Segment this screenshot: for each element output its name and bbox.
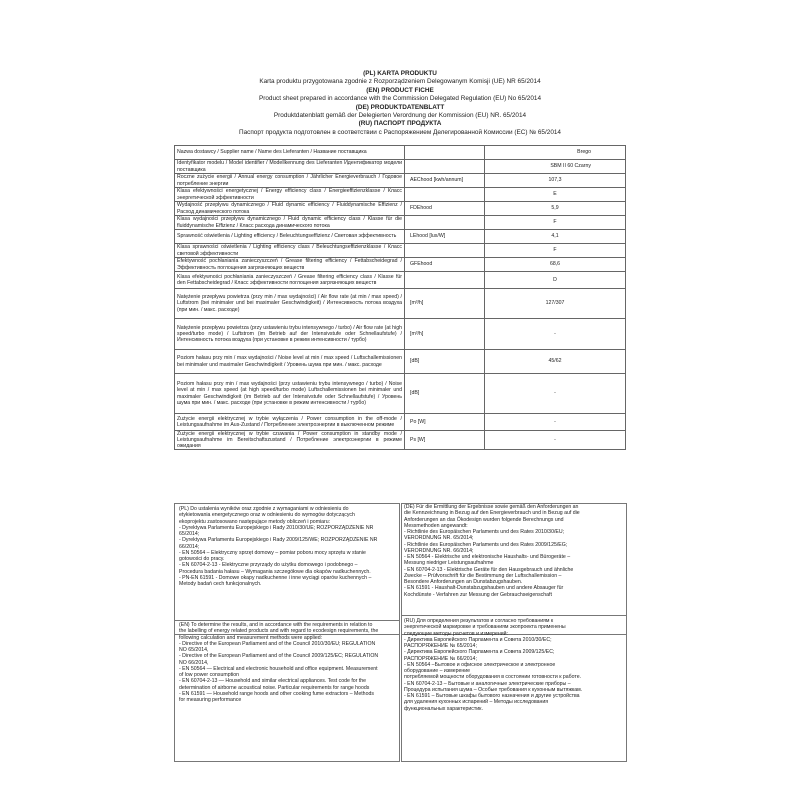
parameter-symbol: [m³/h] bbox=[405, 289, 485, 319]
parameter-symbol: [dB] bbox=[405, 374, 485, 414]
notes-line: (EN) To determine the results, and in accordance with the requirements in relation to bbox=[179, 622, 373, 628]
parameter-description: Klasa sprawności oświetlenia / Lighting efficiency class / Beleuchtungseffizienzklasse / Класс световой эффективности bbox=[175, 244, 405, 258]
parameter-symbol bbox=[405, 160, 485, 174]
table-row bbox=[175, 188, 626, 202]
table-row bbox=[175, 414, 626, 431]
parameter-symbol: LEhood [lux/W] bbox=[405, 230, 485, 244]
table-row bbox=[175, 374, 626, 414]
parameter-value: - bbox=[485, 414, 626, 431]
parameter-value: Brego bbox=[485, 146, 626, 160]
notes-line: Процедура испытания шума – Особые требования к кухонным вытяжкам. bbox=[404, 686, 583, 693]
parameter-value: E bbox=[485, 188, 626, 202]
parameter-description: Klasa efektywności energetycznej / Energy efficiency class / Energieeffizienzklasse / Класс энергетической эффективности bbox=[175, 188, 405, 202]
table-row bbox=[175, 350, 626, 374]
parameter-value: 5,9 bbox=[485, 202, 626, 216]
notes-line: - Directive of the European Parliament and of the Council 2009/125/EC; REGULATION bbox=[179, 653, 379, 660]
table-row bbox=[175, 258, 626, 272]
header-title-line: (PL) KARTA PRODUKTU bbox=[363, 70, 437, 77]
table-row bbox=[175, 431, 626, 450]
notes-line: ekoprojektu zastosowano następujące metody obliczeń i pomiaru: bbox=[179, 518, 331, 525]
parameter-description: Klasa efektywności pochłaniania zanieczyszczeń / Grease filtering efficiency class / Klasse für den Fettabscheidegrad / Класс эффективности поглощения загрязняющих веществ bbox=[175, 272, 405, 289]
notes-line: 66/2014; bbox=[179, 543, 200, 550]
notes-line: функциональных характеристик. bbox=[404, 705, 483, 712]
header-title-line: (RU) ПАСПОРТ ПРОДУКТА bbox=[358, 120, 442, 128]
notes-line: following calculation and measurement methods were applied: bbox=[179, 634, 323, 641]
parameter-symbol bbox=[405, 216, 485, 230]
notes-line: determination of airborne acoustical noise. Particular requirements for range hoods bbox=[179, 684, 370, 691]
notes-line: - EN 50564 - Elektrische und elektronische Haushalts- und Bürogeräte – bbox=[404, 554, 571, 560]
notes-line: - Dyrektywa Parlamentu Europejskiego i Rady 2009/125/WE; ROZPORZĄDZENIE NR bbox=[179, 537, 378, 544]
notes-line: - EN 50564 – Elektryczny sprzęt domowy – pomiar poboru mocy sprzętu w stanie bbox=[179, 549, 366, 556]
notes-line: для удаления кухонных испарений – Методы исследования bbox=[404, 699, 549, 706]
parameter-value: F bbox=[485, 244, 626, 258]
notes-line: die Kennzeichnung in Bezug auf den Energieverbrauch und in Bezug auf die bbox=[404, 510, 580, 517]
notes-ru bbox=[404, 618, 624, 758]
notes-line: Messmethoden angewandt: bbox=[404, 522, 468, 529]
notes-line: - Директива Европейского Парламента и Совета 2010/30/ЕС; bbox=[404, 636, 552, 643]
notes-line: for measuring performance bbox=[179, 697, 242, 703]
notes-line: (RU) Для определения результатов и согласно требованиям к bbox=[404, 618, 554, 624]
table-row bbox=[175, 244, 626, 258]
header-title-line: (DE) PRODUKTDATENBLATT bbox=[355, 103, 445, 111]
parameter-symbol: [m³/h] bbox=[405, 319, 485, 350]
notes-line: Zwecke – Prüfvorschrift für die Bestimmung der Luftschallemission – bbox=[404, 572, 562, 579]
parameter-value: - bbox=[485, 431, 626, 450]
notes-line: etykietowania energetycznego oraz w odniesieniu do wymogów dotyczących bbox=[179, 512, 355, 519]
notes-line: оборудование – измерение bbox=[404, 668, 471, 674]
parameter-value: 45/62 bbox=[485, 350, 626, 374]
notes-line: NO 66/2014, bbox=[179, 659, 209, 666]
notes-line: - EN 50564 –Бытовое и офисное электрическое и электронное bbox=[404, 661, 556, 668]
parameter-symbol bbox=[405, 244, 485, 258]
notes-line: (DE) Für die Ermittlung der Ergebnisse sowie gemäß den Anforderungen an bbox=[404, 504, 579, 510]
parameter-value: 68,6 bbox=[485, 258, 626, 272]
parameter-description: Zużycie energii elektrycznej w trybie czuwania / Power consumption in standby mode / Leistungsaufnahme im Bereitschaftszustand / Потребление электроэнергии в режиме ожидания bbox=[175, 431, 405, 450]
parameter-symbol bbox=[405, 272, 485, 289]
parameter-description: Sprawność oświetlenia / Lighting efficiency / Beleuchtungseffizienz / Световая эффективность bbox=[175, 230, 405, 244]
parameter-symbol: GFEhood bbox=[405, 258, 485, 272]
product-fiche-table bbox=[174, 145, 626, 450]
notes-line: - EN 60704-2-13 – Бытовые и аналогичные электрические приборы – bbox=[404, 680, 571, 687]
parameter-value: 107,3 bbox=[485, 174, 626, 188]
parameter-value: 127/307 bbox=[485, 289, 626, 319]
table-row bbox=[175, 230, 626, 244]
table-row bbox=[175, 319, 626, 350]
notes-line: потребляемой мощности оборудования в состоянии готовности к работе. bbox=[404, 674, 582, 681]
notes-line: РАСПОРЯЖЕНИЕ № 66/2014; bbox=[404, 655, 477, 662]
parameter-description: Identyfikator modelu / Model identifier / Modellkennung des Lieferanten Идентификатор модели поставщика bbox=[175, 160, 405, 174]
notes-line: Besondere Anforderungen an Dunstabzugshauben. bbox=[404, 579, 523, 585]
notes-line: - EN 50564 — Electrical and electronic household and office equipment. Measurement bbox=[179, 665, 378, 672]
notes-line: - Richtlinie des Europäischen Parlaments und des Rates 2010/30/EU; bbox=[404, 529, 565, 535]
parameter-description: Natężenie przepływu powietrza (przy ustawieniu trybu intensywnego / turbo) / Air flow rate (at high speed/turbo mode) / Luftstrom (im Betrieb auf der Intensivstufe oder Schnellaufstufe) / Интенсивность потока воздуха (при установке в режим интенсивности / турбо) bbox=[175, 319, 405, 350]
table-row bbox=[175, 174, 626, 188]
table-row bbox=[175, 146, 626, 160]
notes-line: VERORDNUNG NR. 65/2014; bbox=[404, 535, 474, 542]
notes-line: - EN 61591 - Haushalt-Dunstabzugshauben und andere Absauger für bbox=[404, 585, 564, 592]
header-subtitle-line: Produktdatenblatt gemäß der Delegierten Verordnung der Kommission (EU) NR. 65/2014 bbox=[273, 112, 527, 120]
parameter-description: Efektywność pochłaniania zanieczyszczeń / Grease filtering efficiency / Fettabscheidegrad / Эффективность поглощения загрязняющих веществ bbox=[175, 258, 405, 272]
notes-line: of low power consumption bbox=[179, 672, 239, 678]
table-row bbox=[175, 272, 626, 289]
header-subtitle-line: Product sheet prepared in accordance with the Commission Delegated Regulation (EU) No 65/2014 bbox=[258, 95, 542, 103]
notes-line: (PL) Do ustalenia wyników oraz zgodnie z wymaganiami w odniesieniu do bbox=[179, 506, 349, 512]
notes-line: - Directive of the European Parliament and of the Council 2010/30/EU; REGULATION bbox=[179, 640, 376, 647]
parameter-value: SBM II 60 Czarny bbox=[485, 160, 626, 174]
parameter-value: D bbox=[485, 272, 626, 289]
parameter-description: Nazwa dostawcy / Supplier name / Name des Lieferanten / Название поставщика bbox=[175, 146, 405, 160]
notes-line: - EN 60704-2-13 - Elektryczne przyrządy do użytku domowego i podobnego – bbox=[179, 562, 358, 569]
notes-line: gotowości do pracy. bbox=[179, 556, 225, 562]
notes-line: - PN-EN 61591 - Domowe okapy nadkuchenne i inne wyciągi oparów kuchennych – bbox=[179, 574, 372, 581]
notes-line: the labelling of energy related products and with regard to ecodesign requirements, the bbox=[179, 628, 379, 635]
notes-en bbox=[179, 622, 397, 757]
parameter-description: Roczne zużycie energii / Annual energy consumption / Jährlicher Energieverbrauch / Годовое потребление энергии bbox=[175, 174, 405, 188]
notes-line: NO 65/2014, bbox=[179, 647, 209, 653]
document-header bbox=[160, 70, 640, 137]
parameter-symbol: Ps [W] bbox=[405, 431, 485, 450]
notes-line: - Richtlinie des Europäischen Parlaments und des Rates 2009/125/EG; bbox=[404, 541, 568, 548]
parameter-description: Klasa wydajności przepływu dynamicznego / Fluid dynamic efficiency class / Klasse für die fluiddynamische Effizienz / Класс расхода динамического потока bbox=[175, 216, 405, 230]
parameter-value: F bbox=[485, 216, 626, 230]
notes-line: 65/2014; bbox=[179, 531, 200, 537]
parameter-symbol bbox=[405, 188, 485, 202]
parameter-description: Wydajność przepływu dynamicznego / Fluid dynamic efficiency / Fluiddynamische Effizienz / Расход динамического потока bbox=[175, 202, 405, 216]
parameter-value: 4,1 bbox=[485, 230, 626, 244]
notes-line: Metody badań cech funkcjonalnych. bbox=[179, 581, 262, 587]
parameter-value: - bbox=[485, 374, 626, 414]
notes-line: энергетической маркировке и требованиям экопроекта применены bbox=[404, 624, 566, 631]
header-subtitle-line: Karta produktu przygotowana zgodnie z Rozporządzeniem Delegowanym Komisji (UE) NR 65/2014 bbox=[259, 78, 541, 86]
parameter-symbol: Po [W] bbox=[405, 414, 485, 431]
header-title-line: (EN) PRODUCT FICHE bbox=[366, 86, 434, 94]
notes-line: Anforderungen an das Ökodesign wurden folgende Berechnungs und bbox=[404, 516, 564, 523]
parameter-value: - bbox=[485, 319, 626, 350]
header-subtitle-line: Паспорт продукта подготовлен в соответствии с Распоряжением Делегированной Комиссии (ЕС) № 65/2014 bbox=[239, 128, 561, 136]
parameter-description: Poziom hałasu przy min / max wydajności / Noise level at min / max speed / Luftschallemissionen bei minimaler und maximaler Geschwindigkeit / Уровень шума при мин. / макс. расходе bbox=[175, 350, 405, 374]
notes-de bbox=[404, 504, 624, 614]
table-row bbox=[175, 202, 626, 216]
notes-pl bbox=[179, 506, 397, 616]
parameter-description: Zużycie energii elektrycznej w trybie wyłączenia / Power consumption in the off-mode / Leistungsaufnahme im Aus-Zustand / Потребление электроэнергии в выключенном режиме bbox=[175, 414, 405, 431]
notes-line: Kochdünste - Verfahren zur Messung der Gebrauchseigenschaft bbox=[404, 591, 552, 598]
parameter-description: Natężenie przepływu powietrza (przy min / max wydajności) / Air flow rate (at min / max speed) / Luftstrom (bei minimaler und bei maximaler Geschwindigkeit) / Интенсивность потока воздуха (при мин. / макс. расходе) bbox=[175, 289, 405, 319]
table-row bbox=[175, 160, 626, 174]
notes-line: Messung niedriger Leistungsaufnahme bbox=[404, 560, 494, 567]
notes-line: VERORDNUNG NR. 66/2014; bbox=[404, 547, 474, 554]
parameter-symbol: AEChood [kwh/annum] bbox=[405, 174, 485, 188]
notes-line: - EN 60704-2-13 - Elektrische Geräte für den Hausgebrauch und ähnliche bbox=[404, 566, 574, 573]
notes-line: РАСПОРЯЖЕНИЕ № 65/2014; bbox=[404, 643, 477, 649]
notes-line: - EN 60704-2-13 — Household and similar electrical appliances. Test code for the bbox=[179, 678, 367, 685]
parameter-symbol: FDEhood bbox=[405, 202, 485, 216]
parameter-description: Poziom hałasu przy min / max wydajności (przy ustawieniu trybu intensywnego / turbo) / Noise level at min / max speed (at high speed/turbo mode) Luftschallemissionen bei minimaler und maximaler Geschwindigkeit (im Betrieb auf der Intensivstufe oder Schnellaufstufe) / Уровень шума при мин. / макс. расходе (при установке в режим интенсивности / турбо) bbox=[175, 374, 405, 414]
table-row bbox=[175, 289, 626, 319]
notes-line: - EN 61591 — Household range hoods and other cooking fume extractors – Methods bbox=[179, 690, 374, 697]
notes-line: - EN 61591 – Бытовые шкафы бытового назначения и другие устройства bbox=[404, 693, 580, 699]
notes-line: следующие методы расчетов и измерений: bbox=[404, 630, 509, 637]
notes-line: - Dyrektywa Parlamentu Europejskiego i Rady 2010/30/UE; ROZPORZĄDZENIE NR bbox=[179, 524, 374, 531]
parameter-symbol: [dB] bbox=[405, 350, 485, 374]
notes-line: Procedura badania hałasu – Wymagania szczegółowe dla okapów nadkuchennych. bbox=[179, 568, 371, 575]
table-row bbox=[175, 216, 626, 230]
parameter-symbol bbox=[405, 146, 485, 160]
notes-line: - Директива Европейского Парламента и Совета 2009/125/ЕС; bbox=[404, 649, 555, 656]
